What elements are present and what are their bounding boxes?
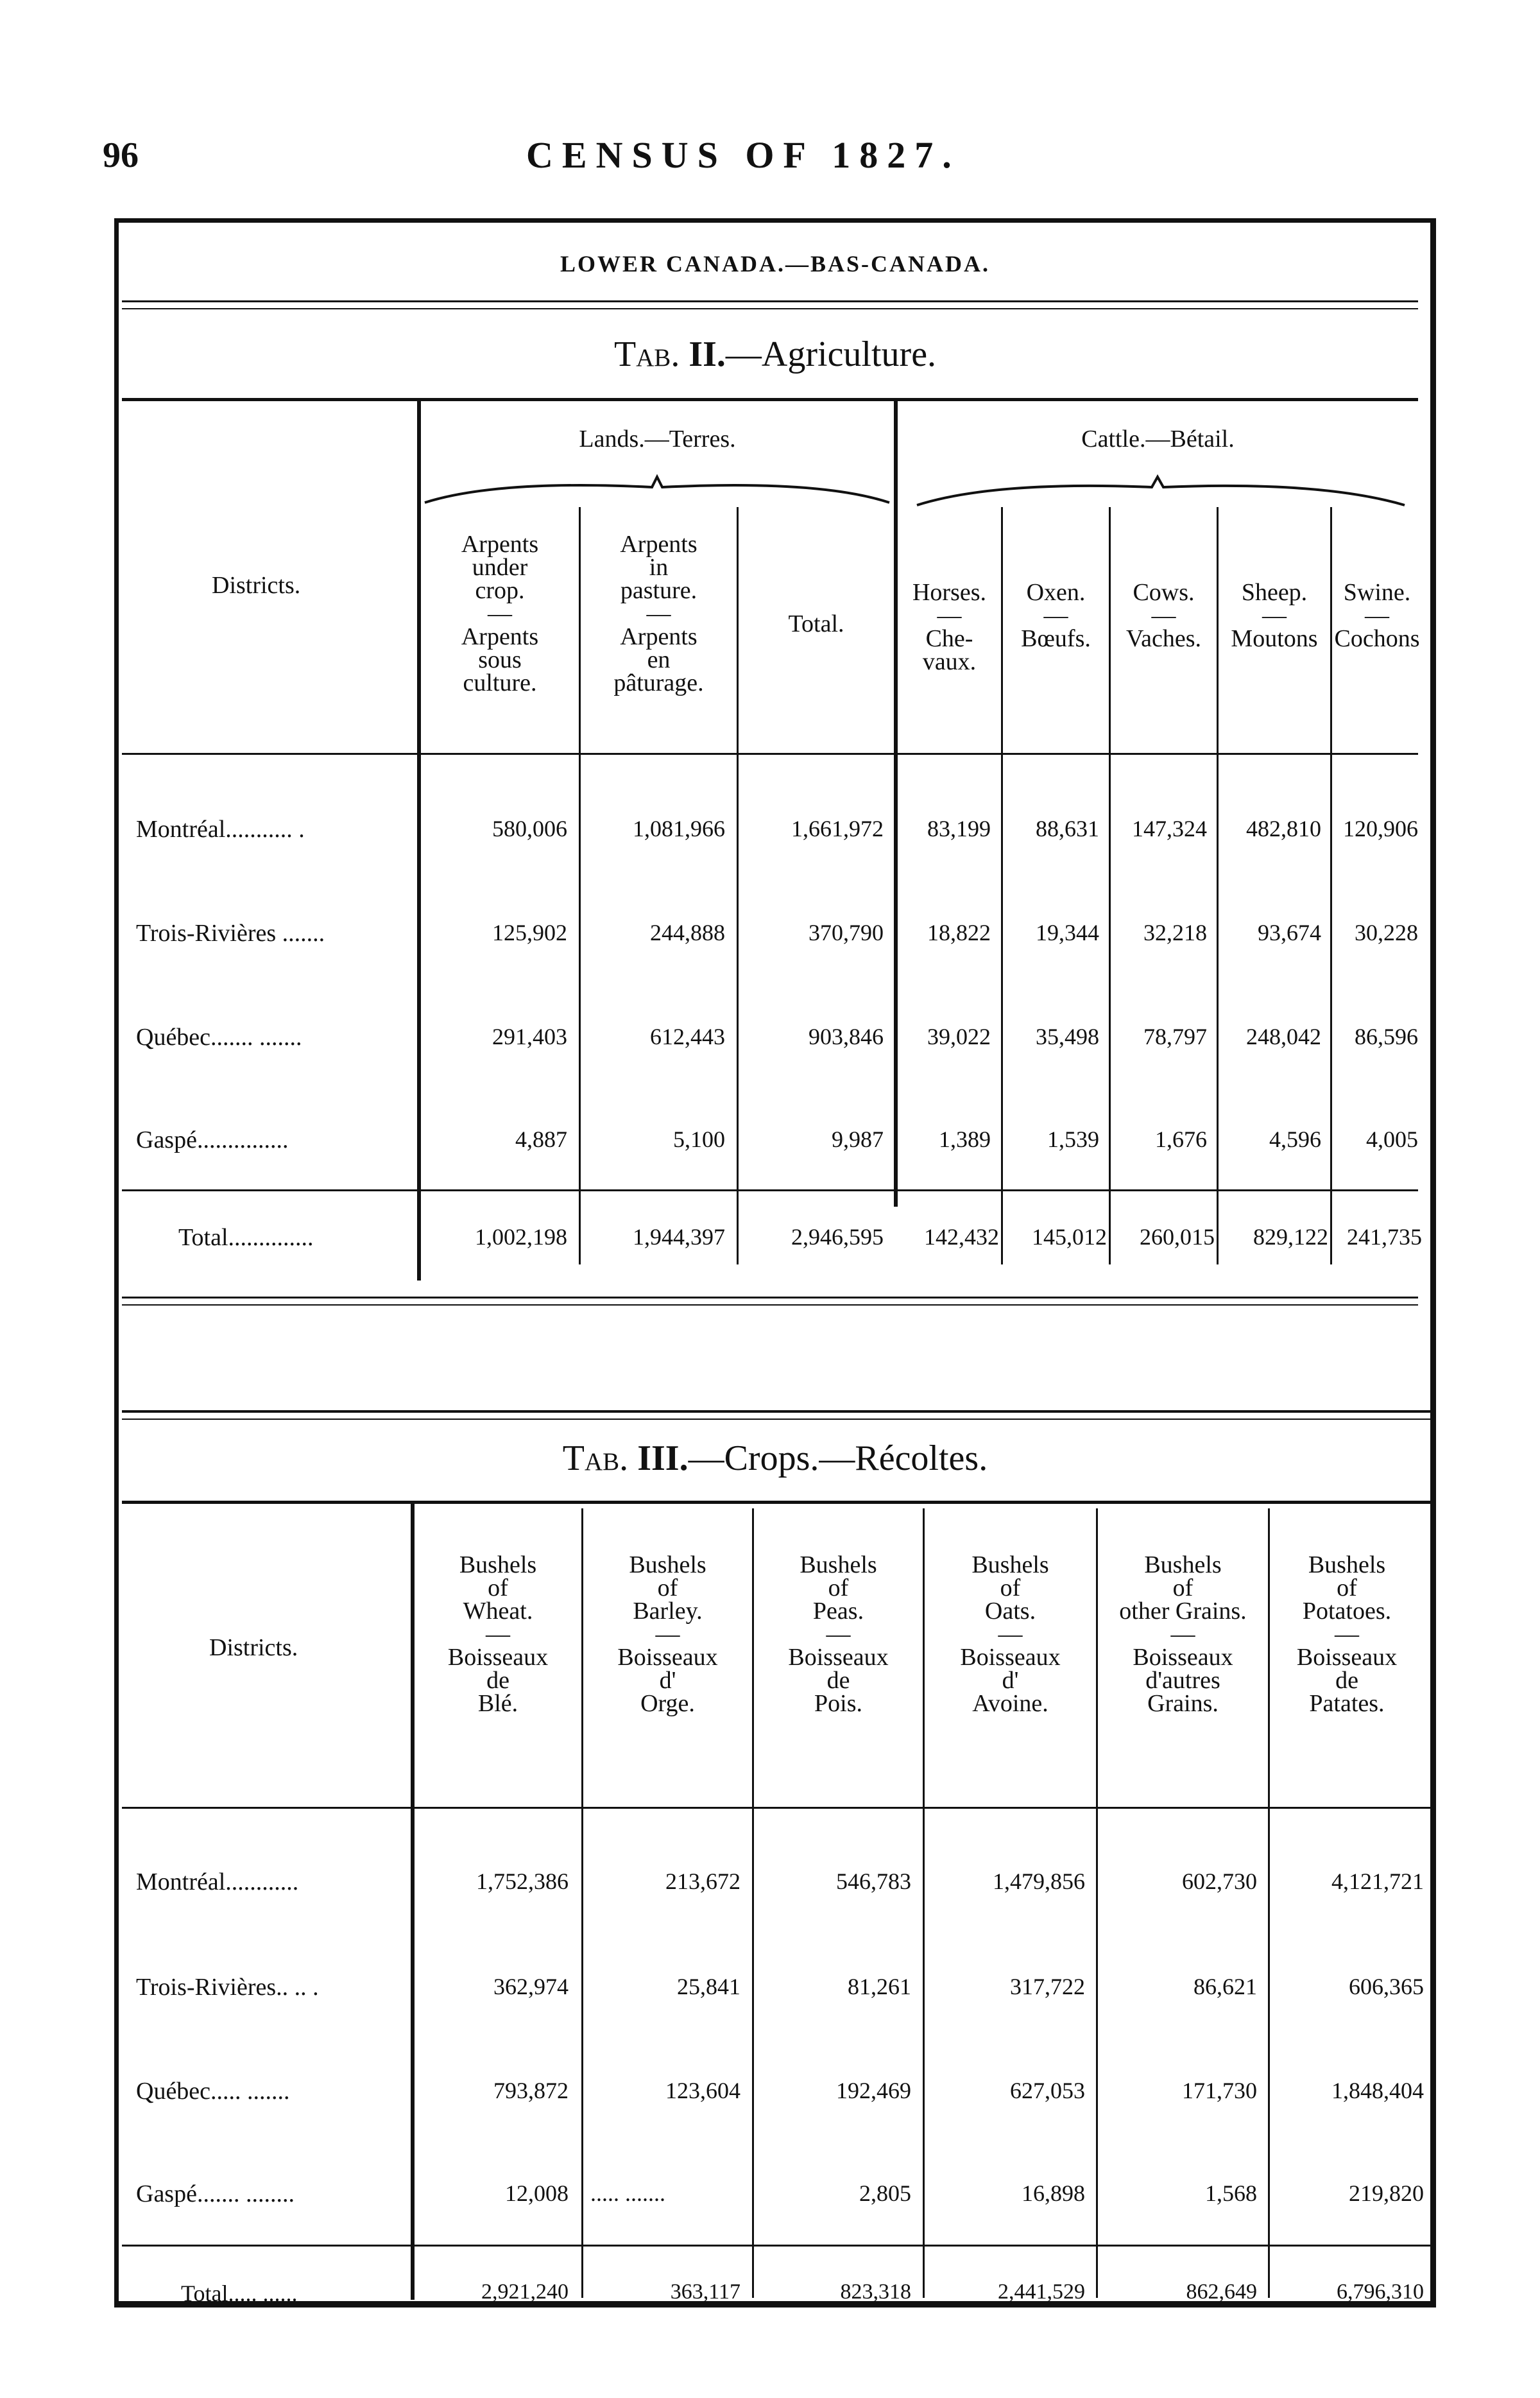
cell: 829,122 xyxy=(1253,1224,1328,1250)
tab3-header-rule xyxy=(122,1807,1431,1809)
district-name: Montréal........... . xyxy=(136,816,305,843)
district-name: Gaspé....... ........ xyxy=(136,2180,295,2207)
cell: 4,596 xyxy=(1269,1126,1321,1152)
tab3-header-wheat: Bushels of Wheat. — Boisseaux de Blé. xyxy=(447,1551,549,1717)
cell: 1,479,856 xyxy=(993,1868,1085,1894)
cell: 125,902 xyxy=(492,920,567,945)
cell: 6,796,310 xyxy=(1337,2280,1424,2304)
cell: 612,443 xyxy=(650,1024,725,1049)
cell: 78,797 xyxy=(1143,1024,1207,1049)
tab3-header-oats: Bushels of Oats. — Boisseaux d' Avoine. xyxy=(960,1551,1061,1717)
cell: 2,441,529 xyxy=(998,2280,1085,2304)
cell: 35,498 xyxy=(1036,1024,1099,1049)
cell: 823,318 xyxy=(840,2280,911,2304)
tab2-group-cattle: Cattle.—Bétail. xyxy=(1081,426,1235,453)
tab2-header-districts: Districts. xyxy=(212,572,301,599)
cell: 142,432 xyxy=(924,1224,999,1250)
tab2-group-divider xyxy=(894,401,898,1207)
cell: 81,261 xyxy=(848,1974,911,1999)
tab2-header-swine: Swine. — Cochons xyxy=(1334,579,1420,652)
cell: 546,783 xyxy=(836,1868,911,1894)
cell: 39,022 xyxy=(927,1024,991,1049)
cell: 1,002,198 xyxy=(475,1224,567,1250)
cell: 5,100 xyxy=(673,1126,725,1152)
tab2-lands-brace xyxy=(421,472,894,510)
total-label: Total.............. xyxy=(178,1224,314,1251)
cell: 171,730 xyxy=(1182,2078,1257,2103)
region-title-rule-2 xyxy=(122,308,1418,309)
tab3-title-prefix: Tab. xyxy=(562,1438,629,1478)
tab2-header-oxen: Oxen. — Bœufs. xyxy=(1021,579,1091,652)
cell: 86,621 xyxy=(1194,1974,1257,1999)
tab2-title-prefix: Tab. xyxy=(613,334,680,374)
tab3-top-rule xyxy=(122,1410,1431,1413)
running-head: CENSUS OF 1827. xyxy=(526,134,961,176)
cell: 241,735 xyxy=(1347,1224,1422,1250)
cell: 291,403 xyxy=(492,1024,567,1049)
cell: 213,672 xyxy=(665,1868,740,1894)
tab3-header-peas: Bushels of Peas. — Boisseaux de Pois. xyxy=(788,1551,889,1717)
district-name: Trois-Rivières ....... xyxy=(136,920,325,947)
district-name: Québec..... ....... xyxy=(136,2078,290,2105)
tab2-title-numeral: II. xyxy=(689,334,726,374)
cell: 30,228 xyxy=(1355,920,1418,945)
cell: 120,906 xyxy=(1343,816,1418,841)
cell: 1,081,966 xyxy=(633,816,725,841)
tab2-title xyxy=(121,334,1430,375)
cell: 12,008 xyxy=(505,2180,569,2206)
cell: 19,344 xyxy=(1036,920,1099,945)
district-name: Trois-Rivières.. .. . xyxy=(136,1974,319,2001)
cell: 627,053 xyxy=(1010,2078,1085,2103)
cell: 88,631 xyxy=(1036,816,1099,841)
cell: 25,841 xyxy=(677,1974,740,1999)
cell: 1,568 xyxy=(1205,2180,1257,2206)
cell: 260,015 xyxy=(1140,1224,1215,1250)
tab3-title-rule xyxy=(122,1501,1431,1504)
tab2-header-rule xyxy=(122,753,1418,755)
tab2-header-horses: Horses. — Che- vaux. xyxy=(912,579,987,675)
cell: 862,649 xyxy=(1186,2280,1257,2304)
cell: 2,805 xyxy=(859,2180,911,2206)
cell: 482,810 xyxy=(1246,816,1321,841)
tab3-title-rest: —Crops.—Récoltes. xyxy=(688,1438,988,1478)
cell: 16,898 xyxy=(1022,2180,1085,2206)
tab2-header-sheep: Sheep. — Moutons xyxy=(1231,579,1318,652)
tab2-header-cows: Cows. — Vaches. xyxy=(1125,579,1202,652)
district-name: Montréal............ xyxy=(136,1868,299,1895)
cell: ..... ....... xyxy=(590,2180,665,2206)
cell: 606,365 xyxy=(1349,1974,1424,1999)
cell: 93,674 xyxy=(1258,920,1321,945)
tab3-top-rule-2 xyxy=(122,1419,1431,1420)
tab2-cattle-brace xyxy=(898,472,1418,510)
page-number: 96 xyxy=(103,135,139,175)
cell: 4,887 xyxy=(515,1126,567,1152)
district-name: Québec....... ....... xyxy=(136,1024,302,1051)
cell: 580,006 xyxy=(492,816,567,841)
total-label: Total..... ...... xyxy=(181,2281,298,2306)
cell: 363,117 xyxy=(670,2280,740,2304)
cell: 123,604 xyxy=(665,2078,740,2103)
tab2-total-rule xyxy=(122,1189,1418,1191)
cell: 362,974 xyxy=(493,1974,569,1999)
cell: 1,389 xyxy=(939,1126,991,1152)
tab3-header-districts: Districts. xyxy=(209,1634,298,1661)
cell: 244,888 xyxy=(650,920,725,945)
tab2-header-arpents-pasture: Arpents in pasture. — Arpents en pâturage. xyxy=(613,531,704,696)
tab2-group-lands: Lands.—Terres. xyxy=(579,426,736,453)
cell: 192,469 xyxy=(836,2078,911,2103)
cell: 317,722 xyxy=(1010,1974,1085,1999)
cell: 4,005 xyxy=(1366,1126,1418,1152)
tab3-header-potatoes: Bushels of Potatoes. — Boisseaux de Patates. xyxy=(1296,1551,1398,1717)
cell: 147,324 xyxy=(1132,816,1207,841)
cell: 248,042 xyxy=(1246,1024,1321,1049)
tab3-header-other-grains: Bushels of other Grains. — Boisseaux d'autres Grains. xyxy=(1119,1551,1247,1717)
cell: 1,752,386 xyxy=(476,1868,569,1894)
cell: 2,946,595 xyxy=(791,1224,884,1250)
tab3-header-barley: Bushels of Barley. — Boisseaux d' Orge. xyxy=(617,1551,718,1717)
region-title-rule xyxy=(122,300,1418,302)
cell: 1,848,404 xyxy=(1331,2078,1424,2103)
cell: 9,987 xyxy=(832,1126,884,1152)
tab2-bottom-rule xyxy=(122,1297,1418,1298)
tab3-total-rule xyxy=(122,2245,1431,2247)
cell: 793,872 xyxy=(493,2078,569,2103)
tab2-header-total: Total. xyxy=(788,610,844,637)
cell: 145,012 xyxy=(1032,1224,1107,1250)
region-title: LOWER CANADA.—BAS-CANADA. xyxy=(560,251,991,277)
tab3-title-numeral: III. xyxy=(637,1438,689,1478)
tab3-title xyxy=(121,1438,1430,1479)
cell: 903,846 xyxy=(809,1024,884,1049)
cell: 219,820 xyxy=(1349,2180,1424,2206)
cell: 1,944,397 xyxy=(633,1224,725,1250)
cell: 83,199 xyxy=(927,816,991,841)
cell: 4,121,721 xyxy=(1331,1868,1424,1894)
cell: 2,921,240 xyxy=(481,2280,569,2304)
district-name: Gaspé............... xyxy=(136,1126,289,1153)
cell: 1,676 xyxy=(1155,1126,1207,1152)
tab2-title-rest: —Agriculture. xyxy=(725,334,937,374)
cell: 32,218 xyxy=(1143,920,1207,945)
tab2-top-rule xyxy=(122,398,1418,401)
cell: 1,539 xyxy=(1047,1126,1099,1152)
tab2-bottom-rule-2 xyxy=(122,1304,1418,1306)
cell: 86,596 xyxy=(1355,1024,1418,1049)
cell: 602,730 xyxy=(1182,1868,1257,1894)
cell: 18,822 xyxy=(927,920,991,945)
cell: 370,790 xyxy=(809,920,884,945)
cell: 1,661,972 xyxy=(791,816,884,841)
tab2-header-arpents-crop: Arpents under crop. — Arpents sous culture. xyxy=(461,531,539,696)
